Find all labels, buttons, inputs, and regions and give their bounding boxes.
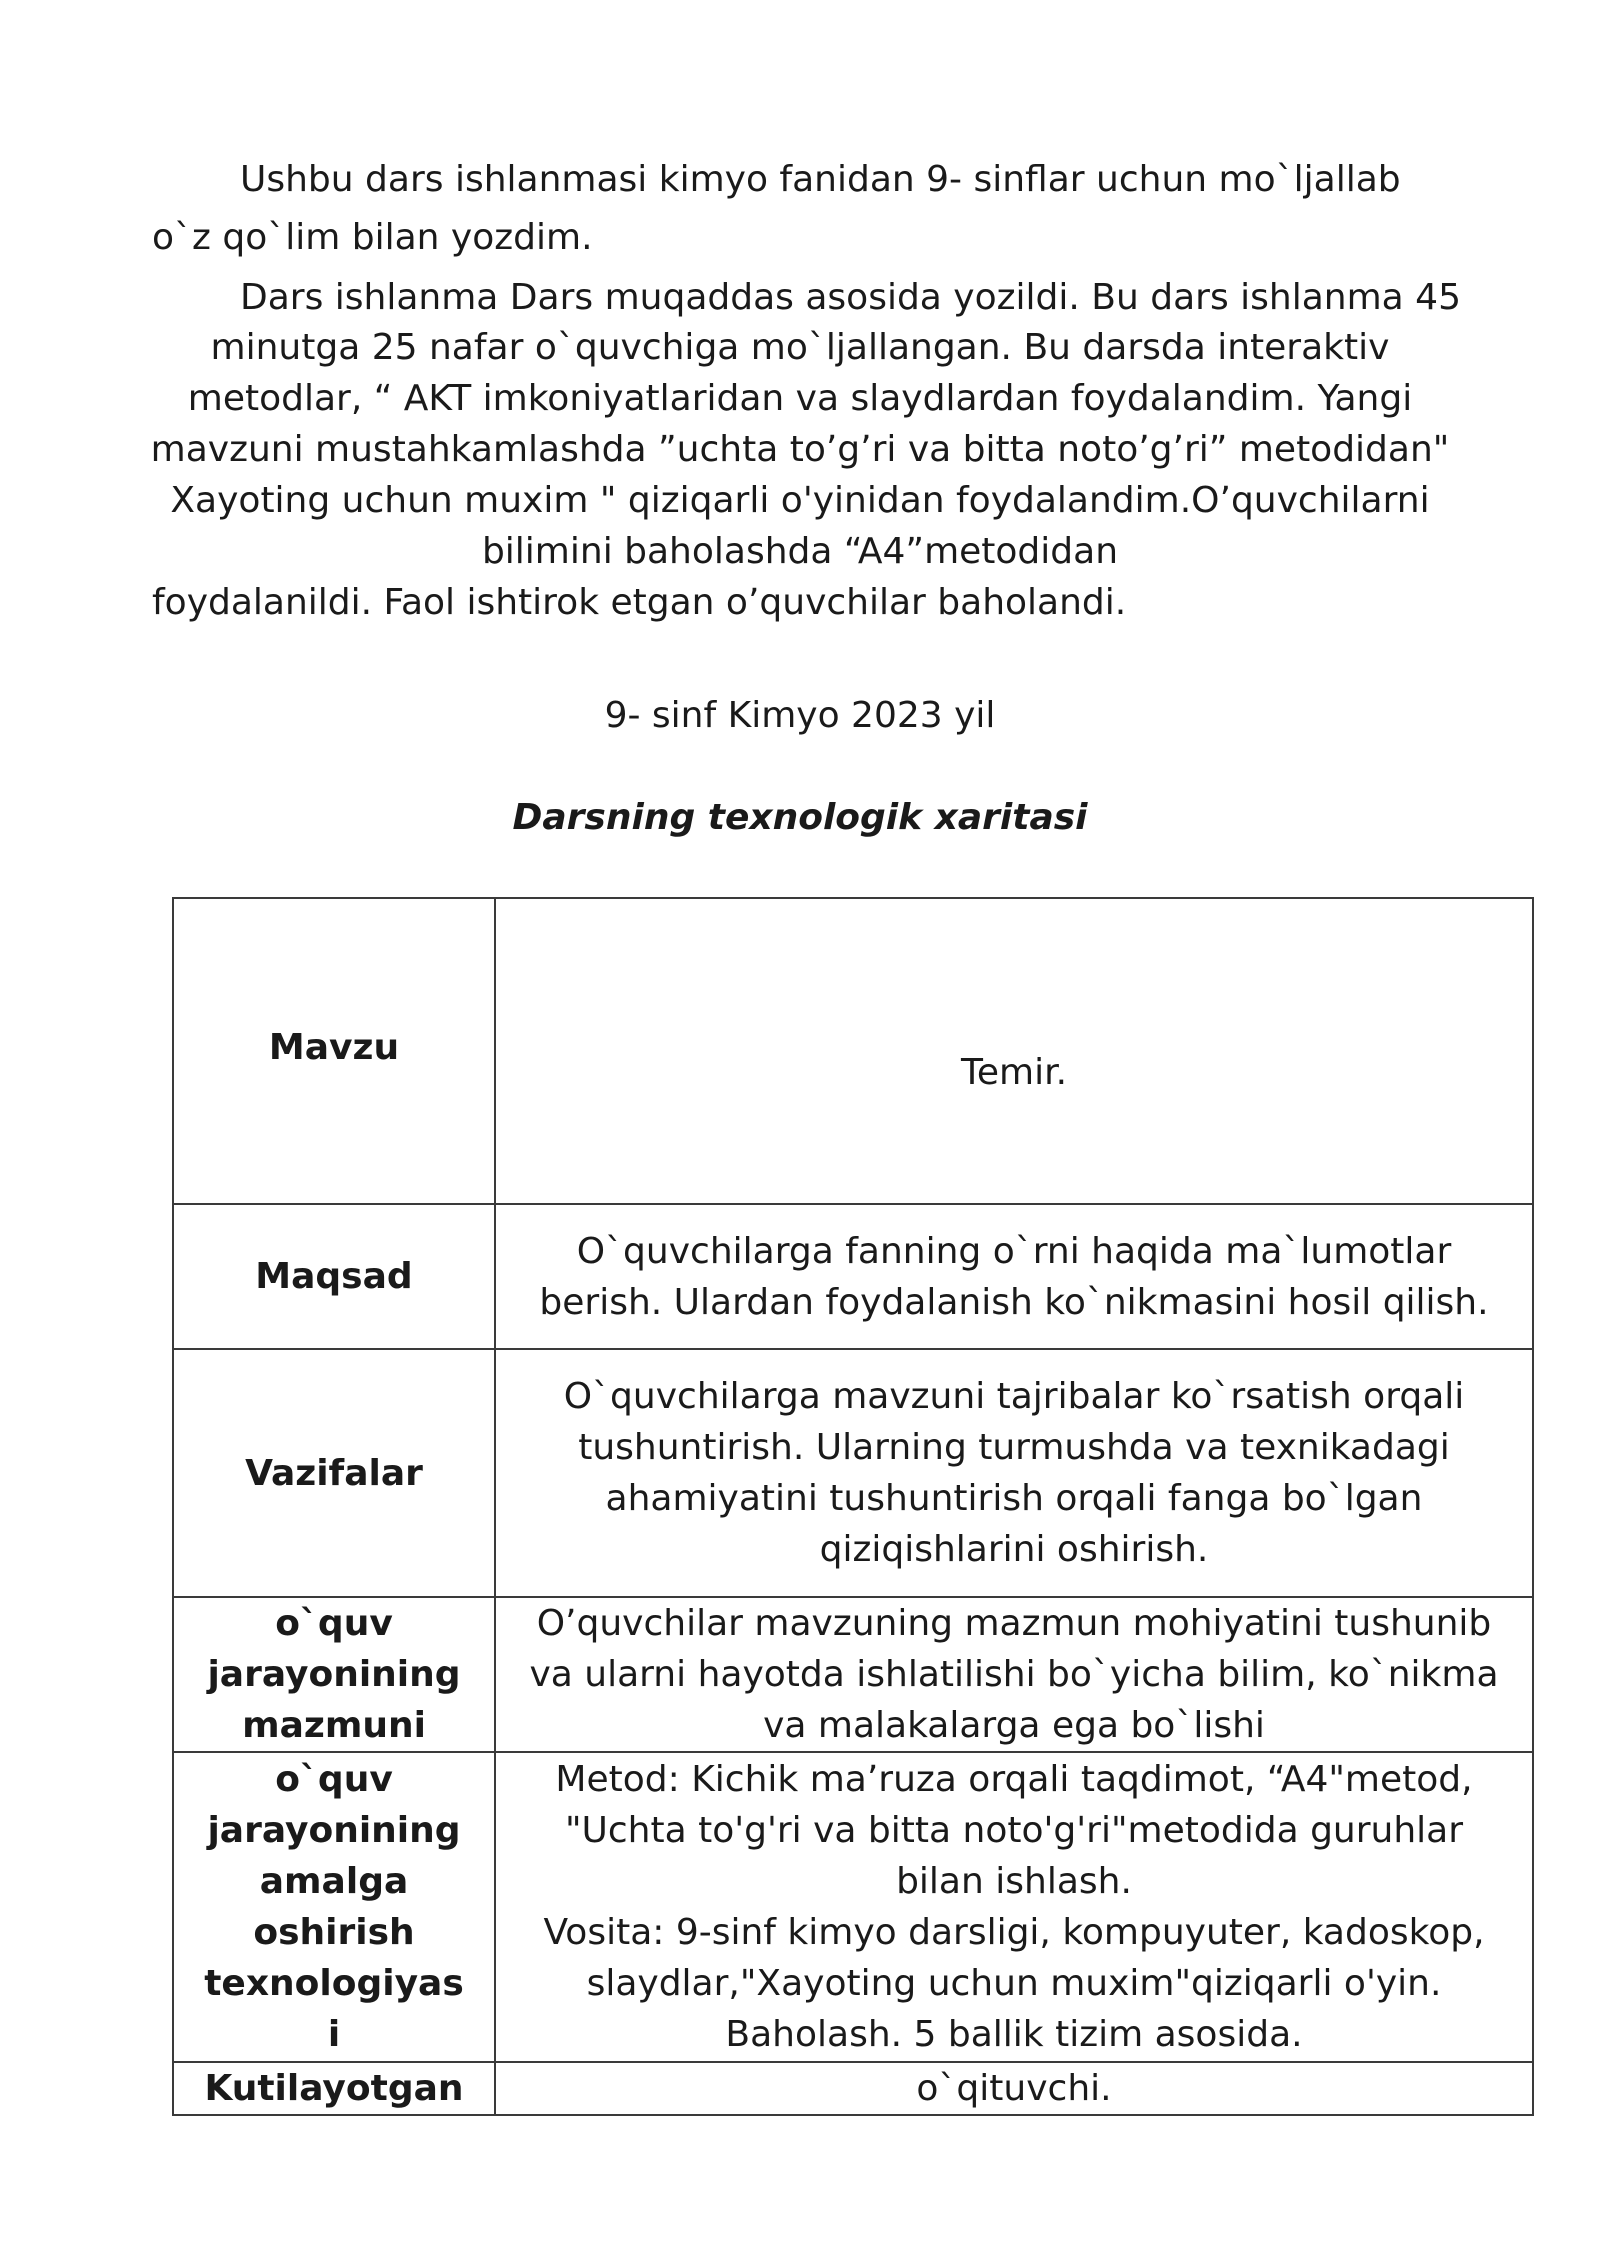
row-value-line: tushuntirish. Ularning turmushda va texnikadagi: [578, 1427, 1450, 1468]
table-row: [173, 1204, 1533, 1349]
intro-line: mavzuni mustahkamlashda ”uchta to’g’ri va bitta noto’g’ri” metodidan": [150, 429, 1450, 470]
row-value-line: va ularni hayotda ishlatilishi bo`yicha bilim, ko`nikma: [529, 1654, 1499, 1695]
row-value: [495, 2062, 1533, 2115]
row-value-line: slaydlar,"Xayoting uchun muxim"qiziqarli o'yin.: [586, 1963, 1442, 2004]
row-label-line: mazmuni: [242, 1705, 426, 1746]
table-row: [173, 1349, 1533, 1597]
row-label-line: texnologiyas: [204, 1963, 464, 2004]
row-label: [173, 1752, 495, 2062]
table-row: [173, 2062, 1533, 2115]
intro-line: Dars ishlanma Dars muqaddas asosida yozildi. Bu dars ishlanma 45: [240, 277, 1461, 318]
row-value-line: o`qituvchi.: [916, 2068, 1112, 2109]
table-row: [173, 1597, 1533, 1752]
row-label-line: Mavzu: [268, 1027, 400, 1068]
row-value: [495, 1597, 1533, 1752]
table-row: [173, 898, 1533, 1204]
row-label-line: Maqsad: [255, 1256, 413, 1297]
row-label-line: Vazifalar: [245, 1452, 423, 1494]
row-label-line: Kutilayotgan: [204, 2068, 464, 2109]
intro-line: Xayoting uchun muxim " qiziqarli o'yinidan foydalandim.O’quvchilarni: [170, 480, 1430, 521]
row-value-line: O`quvchilarga fanning o`rni haqida ma`lumotlar: [576, 1230, 1452, 1272]
row-label: [173, 1204, 495, 1349]
row-value-line: Vosita: 9-sinf kimyo darsligi, kompuyuter, kadoskop,: [543, 1912, 1485, 1953]
row-label-line: jarayonining: [207, 1654, 461, 1695]
intro-line: metodlar, “ AKT imkoniyatlaridan va slaydlardan foydalandim. Yangi: [187, 378, 1413, 419]
row-value-line: bilan ishlash.: [896, 1861, 1132, 1902]
intro-line: o`z qo`lim bilan yozdim.: [152, 217, 593, 258]
row-value-line: "Uchta to'g'ri va bitta noto'g'ri"metodida guruhlar: [564, 1810, 1464, 1851]
intro-line: bilimini baholashda “A4”metodidan: [481, 531, 1119, 572]
row-value: [495, 1204, 1533, 1349]
intro-line: minutga 25 nafar o`quvchiga mo`ljallangan. Bu darsda interaktiv: [210, 327, 1390, 368]
row-label: [173, 1349, 495, 1597]
row-label: [173, 1597, 495, 1752]
row-label: [173, 2062, 495, 2115]
row-label-line: o`quv: [275, 1759, 393, 1800]
row-value: [495, 1752, 1533, 2062]
row-value-line: Baholash. 5 ballik tizim asosida.: [725, 2014, 1303, 2055]
row-label-line: oshirish: [253, 1912, 415, 1953]
row-value-line: O’quvchilar mavzuning mazmun mohiyatini tushunib: [536, 1603, 1492, 1644]
table-row: [173, 1752, 1533, 2062]
intro-line: Ushbu dars ishlanmasi kimyo fanidan 9- sinflar uchun mo`ljallab: [240, 159, 1401, 200]
row-label-line: i: [327, 2014, 341, 2055]
intro-line: foydalanildi. Faol ishtirok etgan o’quvchilar baholandi.: [152, 582, 1127, 623]
row-value-line: Temir.: [960, 1052, 1068, 1093]
row-value-line: berish. Ulardan foydalanish ko`nikmasini hosil qilish.: [539, 1281, 1489, 1323]
row-label-line: amalga: [259, 1861, 409, 1902]
row-value-line: ahamiyatini tushuntirish orqali fanga bo`lgan: [605, 1478, 1423, 1519]
row-label-line: jarayonining: [207, 1810, 461, 1851]
row-value-line: Metod: Kichik ma’ruza orqali taqdimot, “A4"metod,: [555, 1759, 1473, 1800]
row-value: [495, 898, 1533, 1204]
row-value-line: O`quvchilarga mavzuni tajribalar ko`rsatish orqali: [563, 1376, 1465, 1417]
row-value: [495, 1349, 1533, 1597]
section-heading: Darsning texnologik xaritasi: [512, 797, 1088, 838]
row-label: [173, 898, 495, 1204]
row-value-line: va malakalarga ega bo`lishi: [763, 1705, 1265, 1746]
row-value-line: qiziqishlarini oshirish.: [819, 1529, 1209, 1570]
technology-map-table: [172, 897, 1534, 2116]
row-label-line: o`quv: [275, 1603, 393, 1644]
subtitle: 9- sinf Kimyo 2023 yil: [604, 695, 996, 736]
